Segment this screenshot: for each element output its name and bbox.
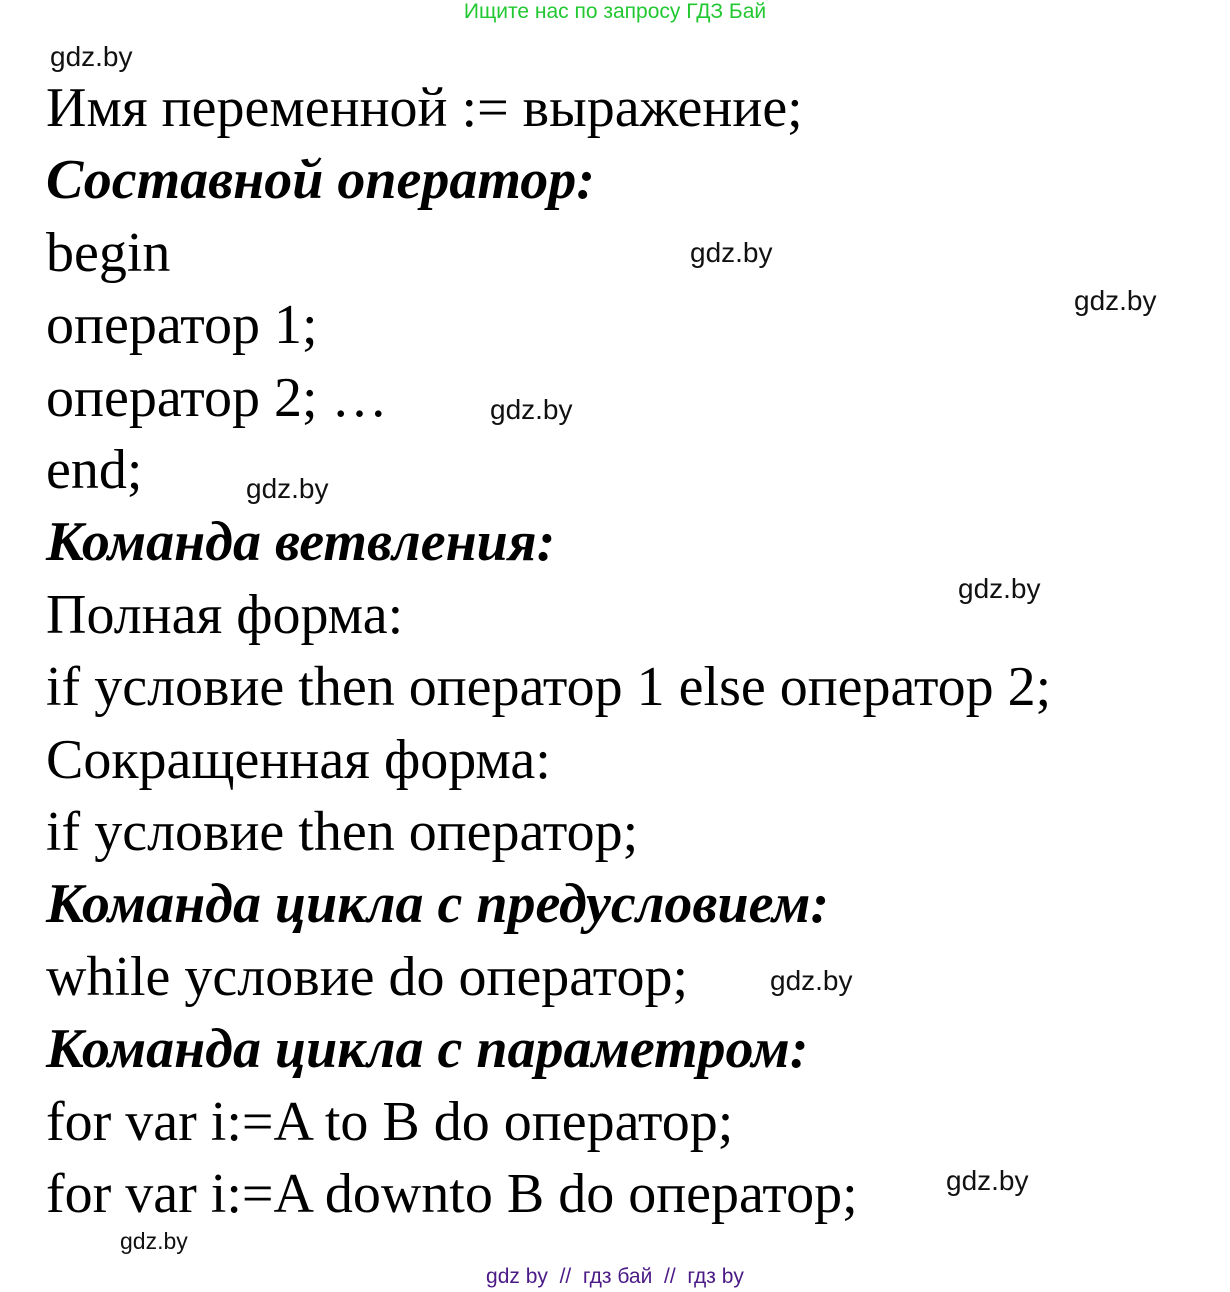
- line-for-to: for var i:=A to B do оператор;: [46, 1090, 734, 1153]
- line-while: while условие do оператор;: [46, 945, 689, 1008]
- line-if-then: if условие then оператор;: [46, 801, 639, 864]
- heading-branch: Команда ветвления:: [46, 511, 556, 574]
- line-operator-1: оператор 1;: [46, 294, 318, 357]
- heading-while-loop: Команда цикла с предусловием:: [46, 873, 830, 936]
- watermark: gdz.by: [1074, 285, 1157, 316]
- watermark: gdz.by: [690, 237, 773, 268]
- line-operator-2: оператор 2; …: [46, 366, 388, 429]
- watermark: gdz.by: [246, 473, 329, 504]
- line-full-form: Полная форма:: [46, 583, 404, 646]
- watermark: gdz.by: [946, 1165, 1029, 1196]
- footer-links: gdz by // гдз бай // гдз by: [486, 1265, 744, 1288]
- line-for-downto: for var i:=A downto B do оператор;: [46, 1163, 858, 1226]
- watermark: gdz.by: [490, 394, 573, 425]
- line-end: end;: [46, 439, 143, 502]
- watermark: gdz.by: [50, 41, 133, 72]
- header-banner: Ищите нас по запросу ГДЗ Бай: [463, 0, 767, 23]
- line-if-else: if условие then оператор 1 else оператор 2;: [46, 656, 1052, 719]
- watermark: gdz.by: [120, 1228, 188, 1254]
- line-assignment: Имя переменной := выражение;: [46, 77, 803, 139]
- heading-for-loop: Команда цикла с параметром:: [46, 1018, 809, 1081]
- line-short-form: Сокращенная форма:: [46, 728, 551, 791]
- document-body: [46, 72, 1051, 1231]
- heading-compound-operator: Составной оператор:: [46, 149, 595, 212]
- watermark: gdz.by: [770, 965, 853, 996]
- line-begin: begin: [46, 221, 171, 284]
- watermark: gdz.by: [958, 573, 1041, 604]
